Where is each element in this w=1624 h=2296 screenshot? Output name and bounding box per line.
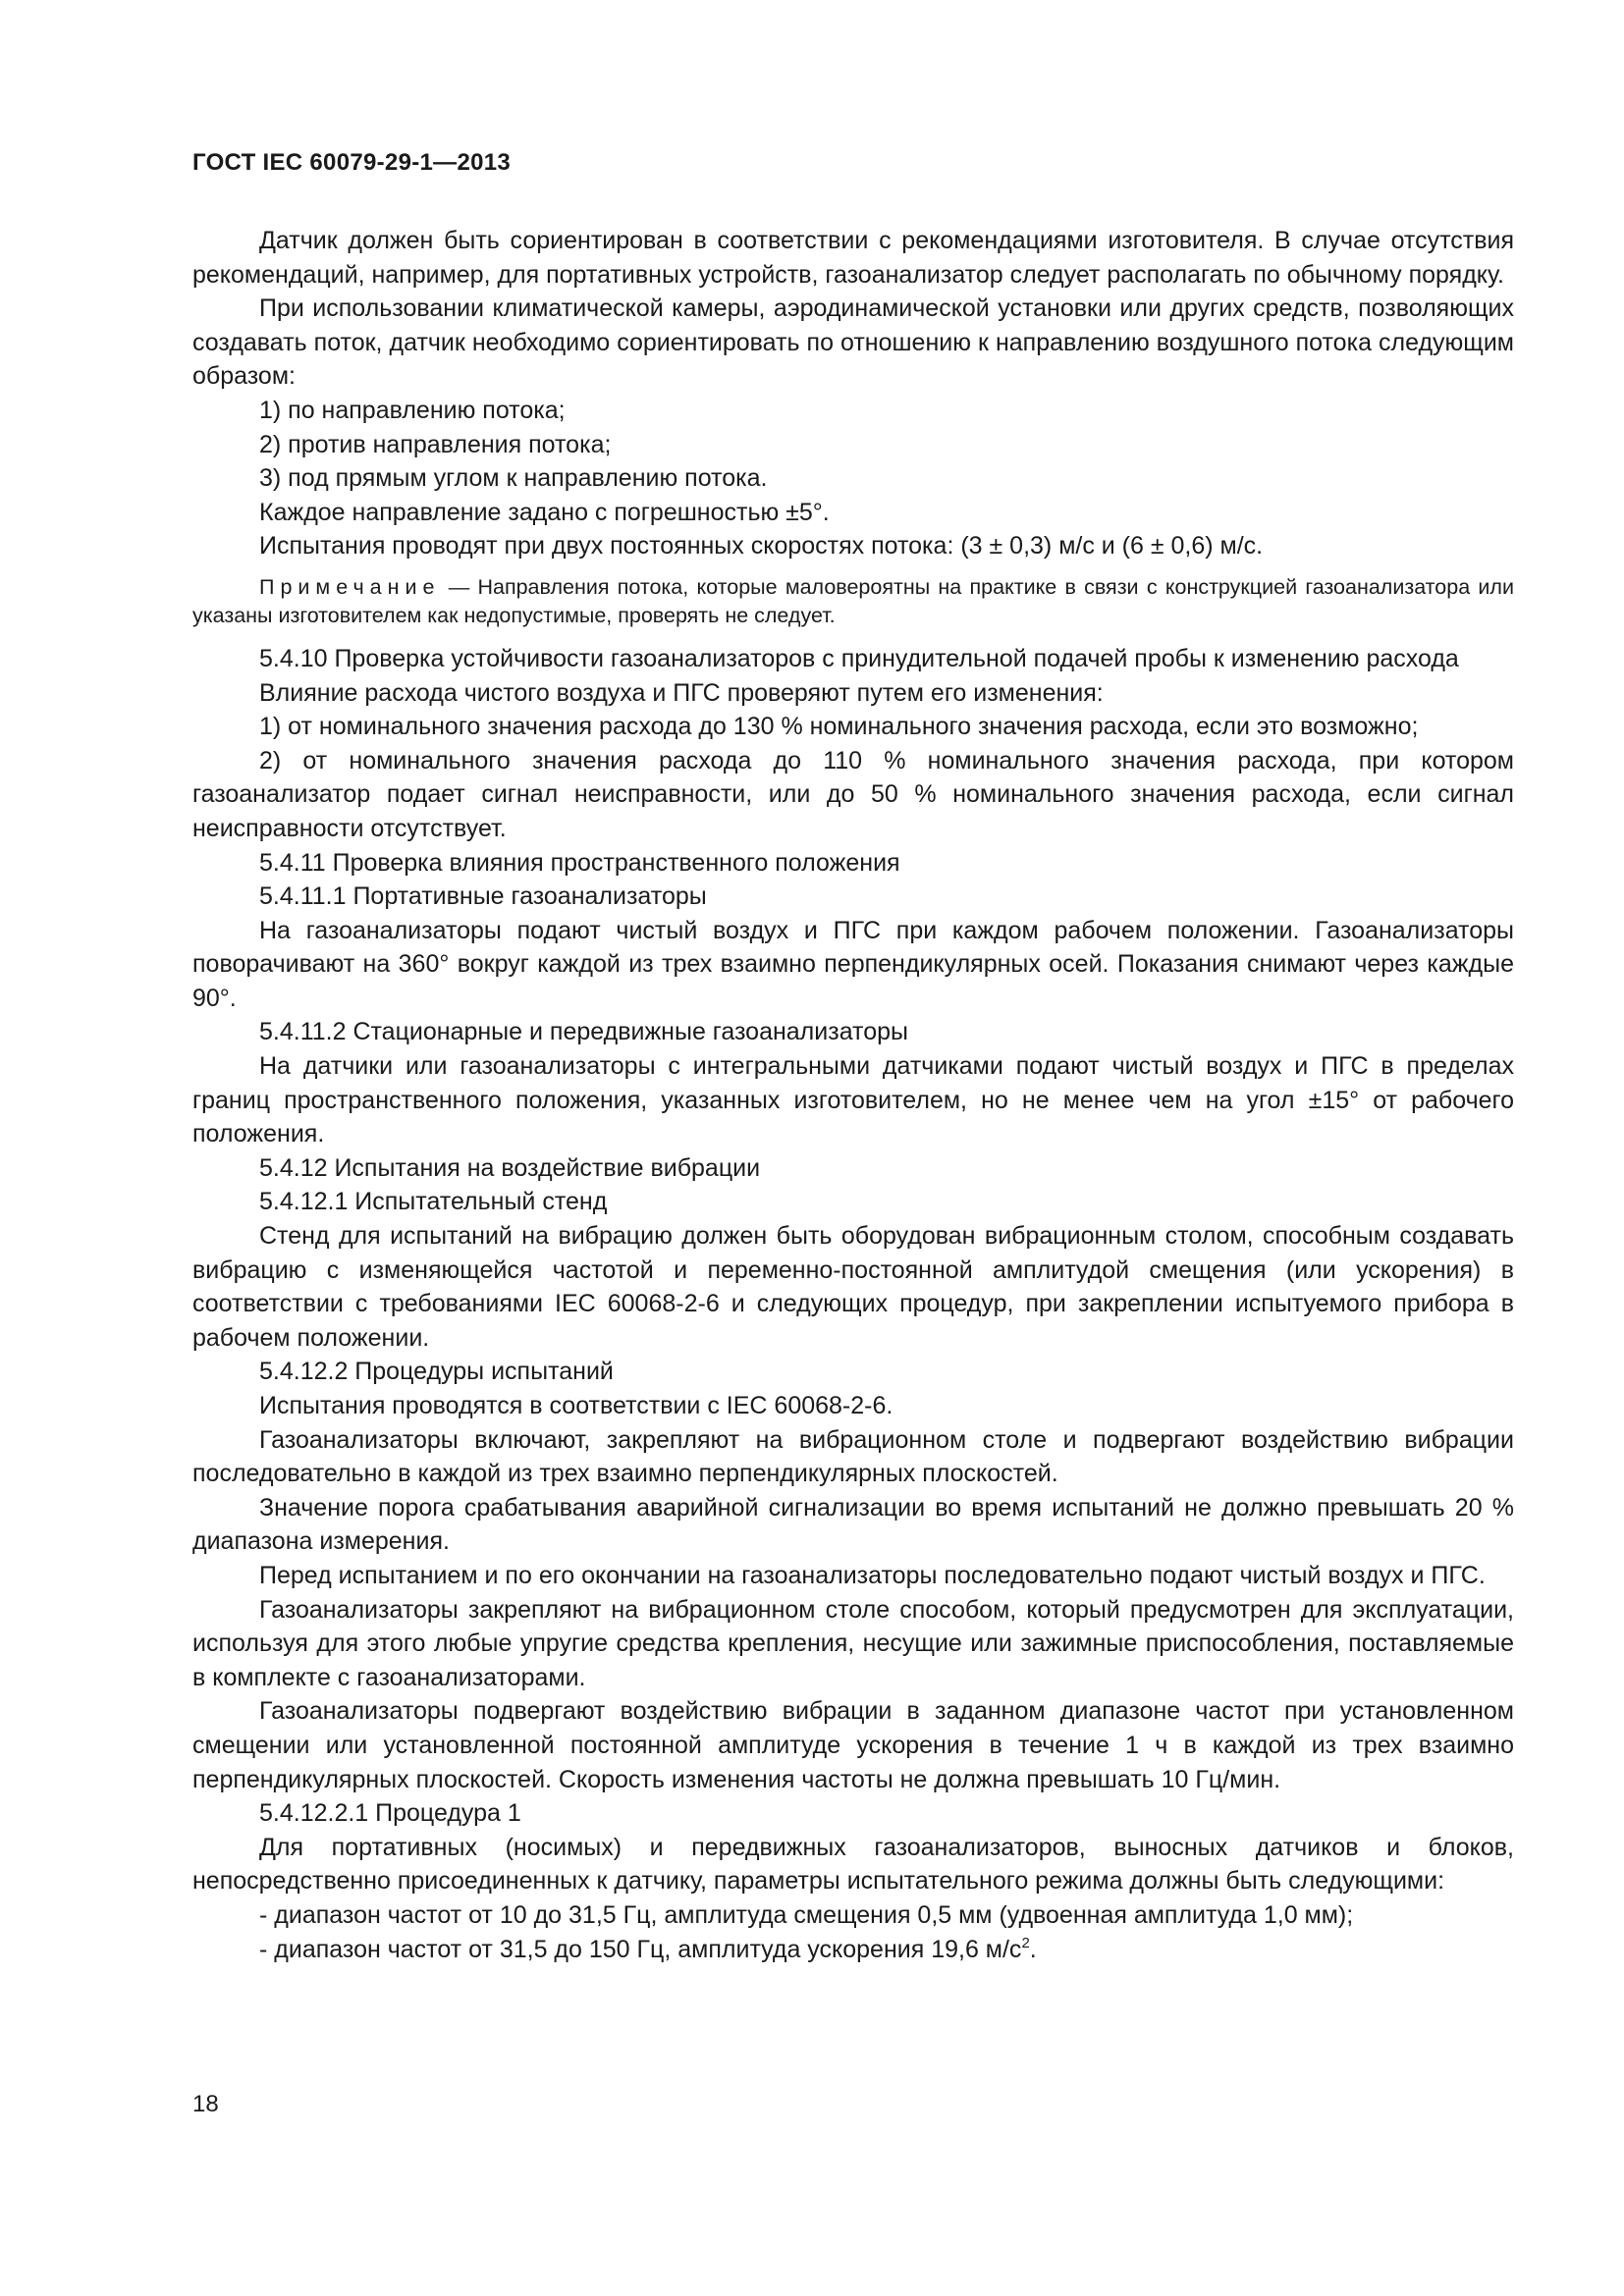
paragraph: Перед испытанием и по его окончании на газоанализаторы последовательно подают чистый воздух и ПГС. <box>259 1561 1486 1589</box>
section-heading: 5.4.12.2 Процедуры испытаний <box>259 1358 614 1386</box>
list-item: 3) под прямым углом к направлению потока. <box>259 464 768 493</box>
paragraph: На датчики или газоанализаторы с интегральными датчиками подают чистый воздух и ПГС в пределах границ пространственного положения, указанных изготовителем, но не менее чем на угол ±15° от рабочего положения. <box>192 1052 1514 1148</box>
list-item-text: - диапазон частот от 31,5 до 150 Гц, амплитуда ускорения 19,6 м/с <box>259 1935 1022 1963</box>
section-heading: 5.4.12.2.1 Процедура 1 <box>259 1799 521 1828</box>
document-header: ГОСТ IEC 60079-29-1—2013 <box>192 149 512 176</box>
section-heading: 5.4.11.1 Портативные газоанализаторы <box>259 882 707 911</box>
paragraph: Влияние расхода чистого воздуха и ПГС проверяют путем его изменения: <box>259 678 1104 707</box>
note-label: Примечание <box>259 574 441 599</box>
list-item <box>192 1933 1514 1967</box>
list-item: 1) от номинального значения расхода до 130 % номинального значения расхода, если это возможно; <box>259 713 1419 741</box>
list-item: - диапазон частот от 10 до 31,5 Гц, амплитуда смещения 0,5 мм (удвоенная амплитуда 1,0 мм); <box>259 1900 1354 1929</box>
note-text: — Направления потока, которые маловероятны на практике в связи с конструкцией газоанализатора или указаны изготовителем как недопустимые, проверять не следует. <box>192 574 1514 627</box>
page-number: 18 <box>192 2091 219 2117</box>
section-heading: 5.4.12 Испытания на воздействие вибрации <box>259 1153 761 1182</box>
paragraph: Газоанализаторы закрепляют на вибрационном столе способом, который предусмотрен для эксплуатации, используя для этого любые упругие средства крепления, несущие или зажимные приспособления, поставляемые в комплекте с газоанализаторами. <box>192 1595 1514 1691</box>
list-item: 1) по направлению потока; <box>259 396 566 424</box>
paragraph: Газоанализаторы подвергают воздействию вибрации в заданном диапазоне частот при установленном смещении или установленной постоянной амплитуде ускорения в течение 1 ч в каждой из трех взаимно перпендикулярных плоскостей. Скорость изменения частоты не должна превышать 10 Гц/мин. <box>192 1697 1514 1793</box>
paragraph: Стенд для испытаний на вибрацию должен быть оборудован вибрационным столом, способным создавать вибрацию с изменяющейся частотой и переменно-постоянной амплитудой смещения (или ускорения) в соответствии с требованиями IEC 60068-2-6 и следующих процедур, при закреплении испытуемого прибора в рабочем положении. <box>192 1222 1514 1352</box>
paragraph: Каждое направление задано с погрешностью ±5°. <box>259 498 830 526</box>
period: . <box>1029 1935 1037 1963</box>
superscript: 2 <box>1021 1934 1030 1951</box>
section-heading: 5.4.12.1 Испытательный стенд <box>259 1188 608 1216</box>
paragraph: Датчик должен быть сориентирован в соответствии с рекомендациями изготовителя. В случае отсутствия рекомендаций, например, для портативных устройств, газоанализатор следует располагать по обычному порядку. <box>192 227 1514 289</box>
paragraph: Значение порога срабатывания аварийной сигнализации во время испытаний не должно превышать 20 % диапазона измерения. <box>192 1493 1514 1556</box>
section-heading: 5.4.10 Проверка устойчивости газоанализаторов с принудительной подачей пробы к изменению расхода <box>259 644 1459 672</box>
list-item: 2) против направления потока; <box>259 430 612 458</box>
note <box>192 573 1514 630</box>
paragraph: При использовании климатической камеры, аэродинамической установки или других средств, позволяющих создавать поток, датчик необходимо сориентировать по отношению к направлению воздушного потока следующим образом: <box>192 294 1514 391</box>
paragraph: Испытания проводят при двух постоянных скоростях потока: (3 ± 0,3) м/с и (6 ± 0,6) м/с. <box>259 532 1264 561</box>
document-body <box>192 224 1514 1966</box>
paragraph: Для портативных (носимых) и передвижных газоанализаторов, выносных датчиков и блоков, непосредственно присоединенных к датчику, параметры испытательного режима должны быть следующими: <box>192 1833 1514 1896</box>
paragraph: Испытания проводятся в соответствии с IEC 60068-2-6. <box>259 1392 893 1419</box>
section-heading: 5.4.11.2 Стационарные и передвижные газоанализаторы <box>259 1018 908 1046</box>
paragraph: На газоанализаторы подают чистый воздух и ПГС при каждом рабочем положении. Газоанализаторы поворачивают на 360° вокруг каждой из трех взаимно перпендикулярных осей. Показания снимают через каждые 90°. <box>192 916 1514 1012</box>
paragraph: Газоанализаторы включают, закрепляют на вибрационном столе и подвергают воздействию вибрации последовательно в каждой из трех взаимно перпендикулярных плоскостей. <box>192 1425 1514 1488</box>
section-heading: 5.4.11 Проверка влияния пространственного положения <box>259 848 900 877</box>
list-item: 2) от номинального значения расхода до 110 % номинального значения расхода, при котором газоанализатор подает сигнал неисправности, или до 50 % номинального значения расхода, если сигнал неисправности отсутствует. <box>192 746 1514 842</box>
